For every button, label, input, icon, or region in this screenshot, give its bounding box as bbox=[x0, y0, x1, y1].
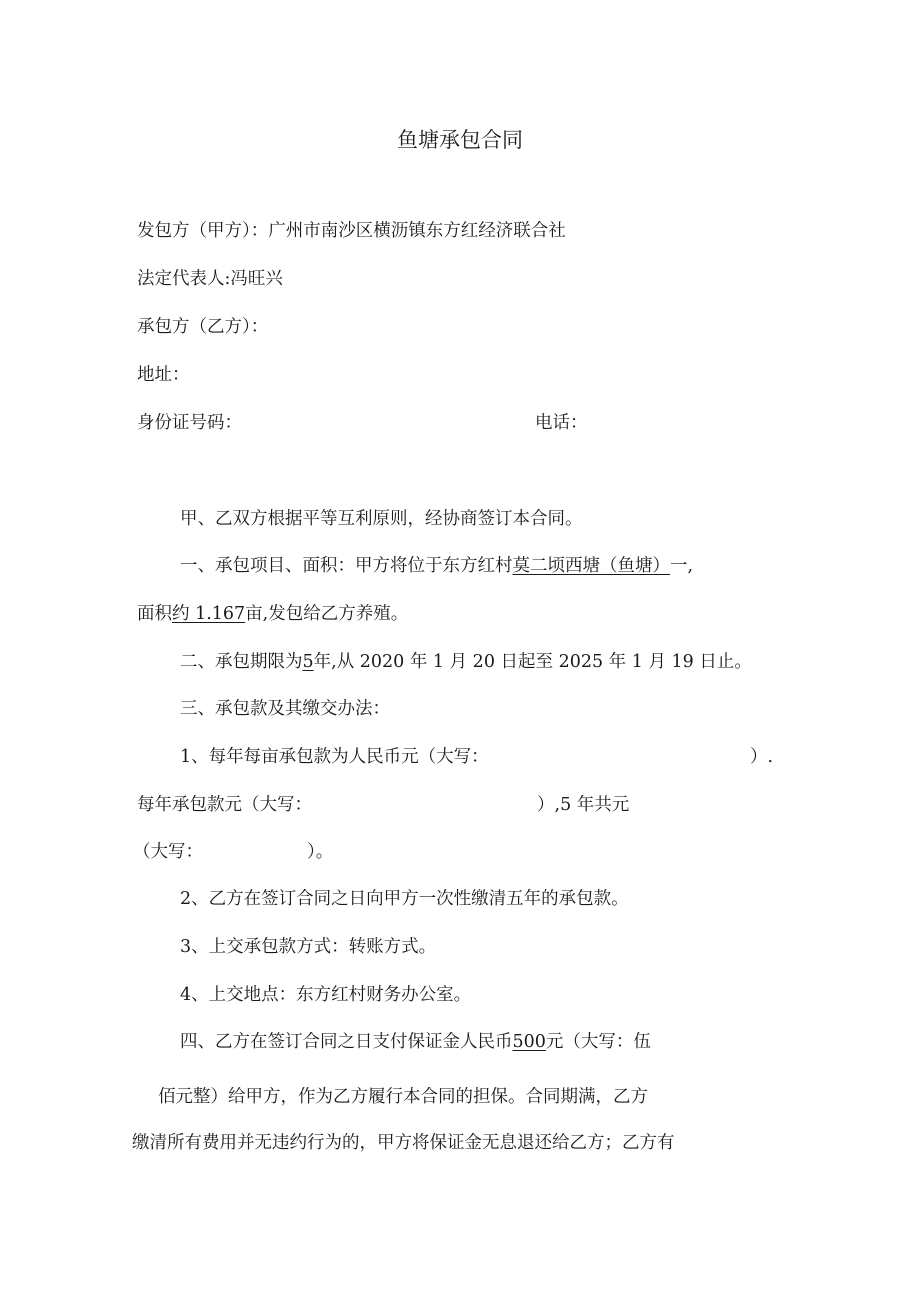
section-3-heading: 三、承包款及其缴交办法： bbox=[180, 699, 390, 719]
area-label: 面积 bbox=[137, 604, 172, 624]
section-1-line-1 bbox=[180, 552, 693, 577]
party-a-label: 发包方（甲方）： bbox=[137, 221, 269, 241]
area-value: 约 1.167 bbox=[172, 604, 246, 624]
pond-name: 莫二顷西塘（鱼塘） bbox=[512, 556, 670, 576]
section-3-1-line-1: 1、每年每亩承包款为人民币元（大写： bbox=[180, 747, 489, 767]
document-title: 鱼塘承包合同 bbox=[397, 128, 523, 152]
representative-label: 法定代表人: bbox=[137, 269, 231, 289]
deposit-amount: 500 bbox=[512, 1032, 546, 1052]
section-3-4: 4、上交地点：东方红村财务办公室。 bbox=[180, 985, 472, 1005]
section-3-1-line-3: （大写： bbox=[133, 842, 203, 862]
section-1-line-2 bbox=[137, 600, 408, 625]
intro-paragraph: 甲、乙双方根据平等互利原则，经协商签订本合同。 bbox=[180, 509, 583, 529]
id-number-label: 身份证号码： bbox=[137, 413, 242, 433]
section-1-text: 一、承包项目、面积：甲方将位于东方红村 bbox=[180, 556, 513, 576]
section-3-2: 2、乙方在签订合同之日向甲方一次性缴清五年的承包款。 bbox=[180, 889, 629, 909]
deposit-text: 元（大写：伍 bbox=[545, 1032, 651, 1052]
party-a-value: 广州市南沙区横沥镇东方红经济联合社 bbox=[268, 221, 566, 241]
section-3-1-close: ）. bbox=[750, 747, 774, 767]
section-4-line-1 bbox=[180, 1028, 651, 1053]
section-4-line-3: 缴清所有费用并无违约行为的，甲方将保证金无息退还给乙方；乙方有 bbox=[132, 1133, 675, 1153]
address-label: 地址： bbox=[137, 365, 190, 385]
area-text: 亩,发包给乙方养殖。 bbox=[245, 604, 409, 624]
term-years: 5 bbox=[302, 652, 314, 672]
section-3-1-total: ）,5 年共元 bbox=[537, 795, 630, 815]
section-3-3: 3、上交承包款方式：转账方式。 bbox=[180, 937, 437, 957]
section-3-1-line-3-close: ）。 bbox=[307, 842, 334, 862]
phone-label: 电话： bbox=[535, 413, 588, 433]
representative-value: 冯旺兴 bbox=[230, 269, 283, 289]
deposit-label: 四、乙方在签订合同之日支付保证金人民币 bbox=[180, 1032, 513, 1052]
section-1-text-end: 一, bbox=[670, 556, 694, 576]
section-4-line-2: 佰元整）给甲方，作为乙方履行本合同的担保。合同期满，乙方 bbox=[158, 1087, 648, 1107]
section-3-1-line-2: 每年承包款元（大写： bbox=[137, 795, 312, 815]
section-2-line bbox=[180, 648, 752, 673]
party-a-line bbox=[137, 217, 566, 242]
term-label: 二、承包期限为 bbox=[180, 652, 303, 672]
term-dates: 年,从 2020 年 1 月 20 日起至 2025 年 1 月 19 日止。 bbox=[313, 652, 752, 672]
party-b-label: 承包方（乙方）： bbox=[137, 317, 269, 337]
representative-line bbox=[137, 265, 283, 290]
